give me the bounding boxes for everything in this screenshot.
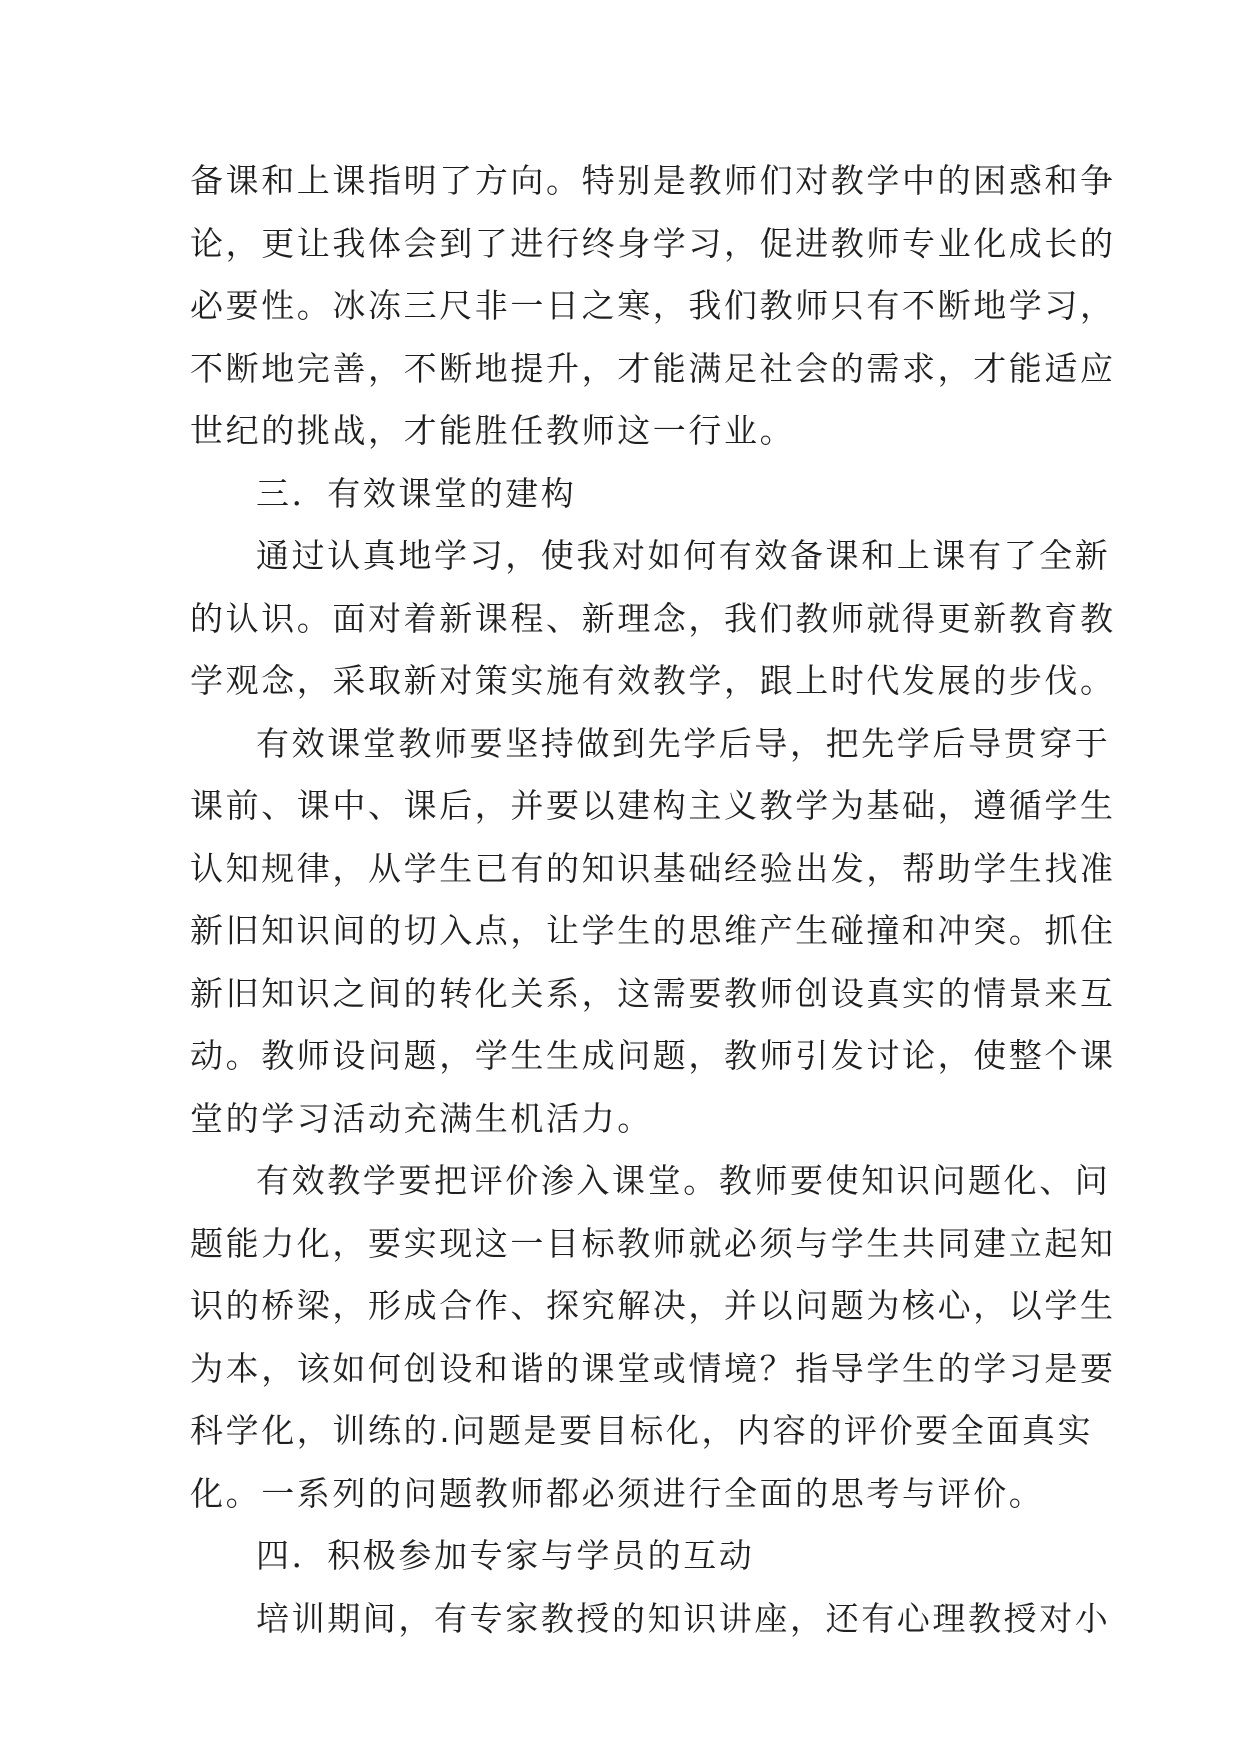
section-heading: 四．积极参加专家与学员的互动 — [256, 1536, 755, 1575]
text-line: 识的桥梁，形成合作、探究解决，并以问题为核心，以学生 — [190, 1286, 1116, 1325]
text-line: 化。一系列的问题教师都必须进行全面的思考与评价。 — [190, 1473, 1045, 1513]
section-heading: 三．有效课堂的建构 — [256, 473, 577, 513]
text-line: 的认识。面对着新课程、新理念，我们教师就得更新教育教 — [190, 598, 1116, 638]
text-line: 论，更让我体会到了进行终身学习，促进教师专业化成长的 — [190, 223, 1116, 263]
text-line: 备课和上课指明了方向。特别是教师们对教学中的困惑和争 — [190, 161, 1116, 200]
text-line: 通过认真地学习，使我对如何有效备课和上课有了全新 — [256, 536, 1111, 575]
text-line: 课前、课中、课后，并要以建构主义教学为基础，遵循学生 — [190, 786, 1116, 825]
text-line: 世纪的挑战，才能胜任教师这一行业。 — [190, 411, 796, 450]
text-line: 有效课堂教师要坚持做到先学后导，把先学后导贯穿于 — [256, 723, 1111, 763]
text-line: 新旧知识之间的转化关系，这需要教师创设真实的情景来互 — [190, 973, 1116, 1013]
text-line: 新旧知识间的切入点，让学生的思维产生碰撞和冲突。抓住 — [190, 911, 1116, 950]
body-text — [190, 150, 1116, 1650]
text-line: 有效教学要把评价渗入课堂。教师要使知识问题化、问 — [256, 1161, 1111, 1200]
text-line: 认知规律，从学生已有的知识基础经验出发，帮助学生找准 — [190, 848, 1116, 888]
text-line: 必要性。冰冻三尺非一日之寒，我们教师只有不断地学习， — [190, 286, 1116, 325]
text-line: 培训期间，有专家教授的知识讲座，还有心理教授对小 — [256, 1598, 1111, 1638]
text-line: 科学化，训练的.问题是要目标化，内容的评价要全面真实 — [190, 1411, 1094, 1450]
text-line: 堂的学习活动充满生机活力。 — [190, 1098, 653, 1138]
text-line: 动。教师设问题，学生生成问题，教师引发讨论，使整个课 — [190, 1036, 1116, 1075]
text-line: 不断地完善，不断地提升，才能满足社会的需求，才能适应 — [190, 348, 1116, 388]
text-line: 学观念，采取新对策实施有效教学，跟上时代发展的步伐。 — [190, 661, 1116, 700]
text-line: 为本，该如何创设和谐的课堂或情境？指导学生的学习是要 — [190, 1348, 1116, 1388]
text-line: 题能力化，要实现这一目标教师就必须与学生共同建立起知 — [190, 1223, 1116, 1263]
